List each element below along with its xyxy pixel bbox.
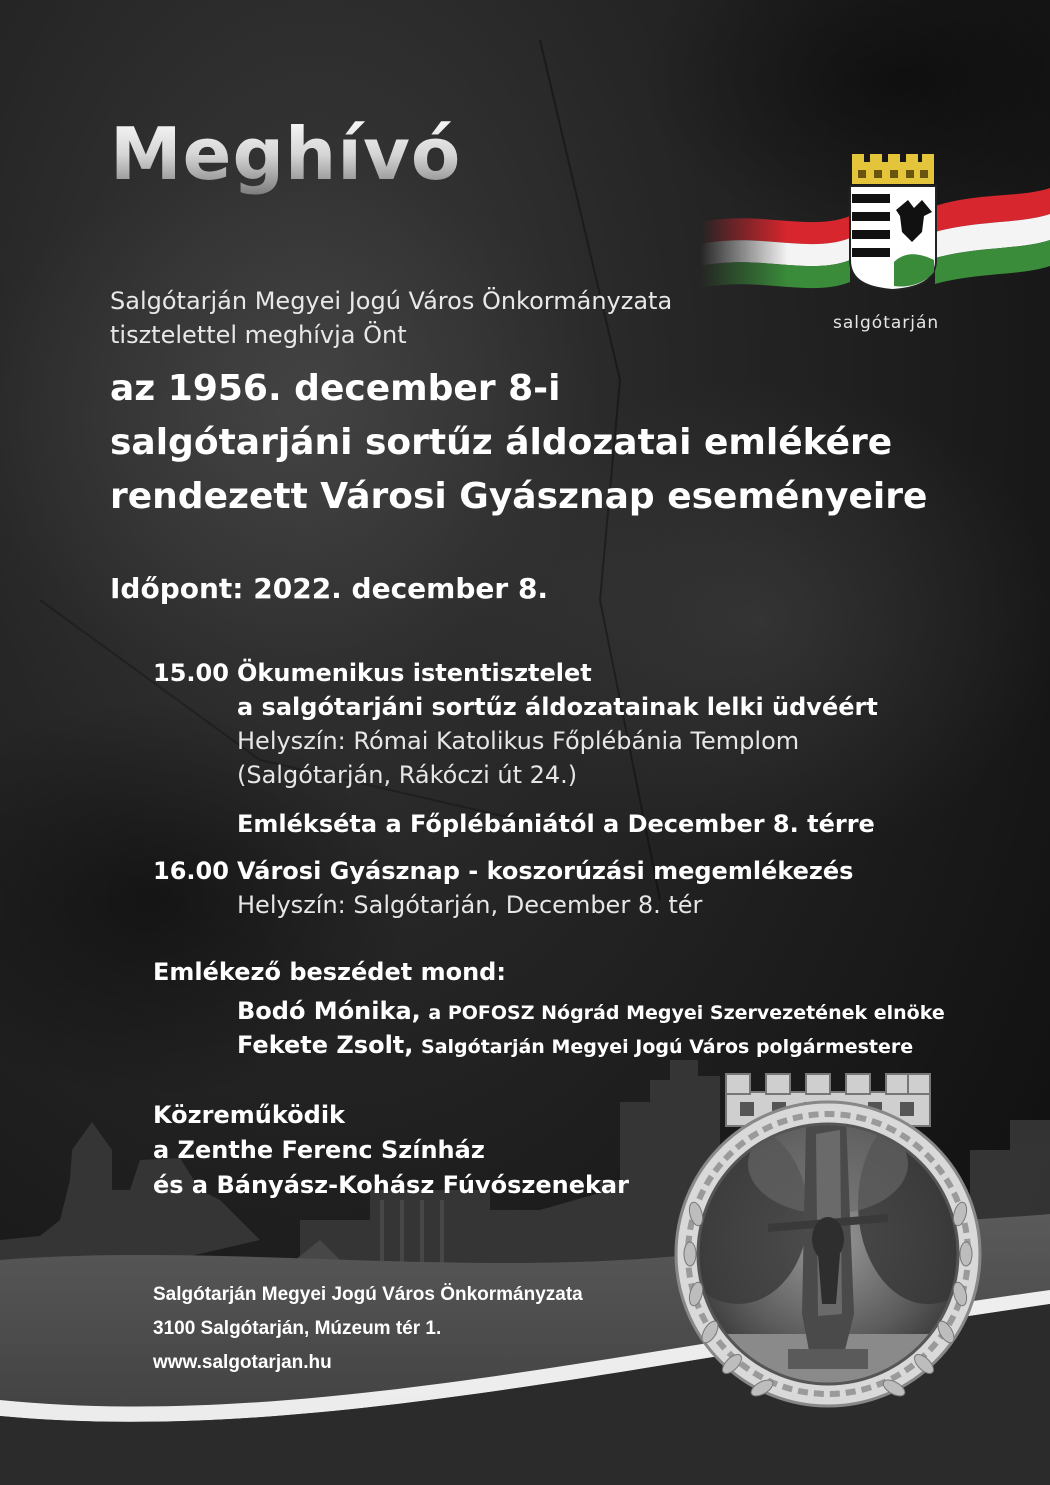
cooperation-line-1: Közreműködik: [153, 1101, 346, 1129]
shield-icon: [850, 186, 936, 290]
city-coat-of-arms-icon: [700, 150, 1050, 300]
program-location-1: Helyszín: Római Katolikus Főplébánia Templom: [237, 727, 800, 755]
memorial-statue-medallion: [668, 1064, 988, 1424]
event-date: Időpont: 2022. december 8.: [110, 572, 549, 605]
cooperation-line-3: és a Bányász-Kohász Fúvószenekar: [153, 1171, 629, 1199]
footer-organization: Salgótarján Megyei Jogú Város Önkormányzata: [153, 1284, 583, 1305]
intro-line-1: Salgótarján Megyei Jogú Város Önkormányzata: [110, 287, 673, 315]
speaker-name-2: Fekete Zsolt,: [237, 1031, 414, 1059]
event-headline: [110, 362, 927, 524]
logo-text: salgótarján: [833, 313, 940, 333]
footer-website: www.salgotarjan.hu: [153, 1352, 332, 1373]
headline-line-1: az 1956. december 8-i: [110, 368, 561, 409]
page-title: Meghívó: [110, 112, 462, 196]
intro-text: [110, 284, 672, 352]
crown-icon: [852, 154, 934, 184]
headline-line-2: salgótarjáni sortűz áldozatai emlékére: [110, 422, 893, 463]
speaker-role-2: Salgótarján Megyei Jogú Város polgármestere: [421, 1036, 914, 1058]
program-time-1: 15.00: [153, 659, 229, 687]
program-location-2: Helyszín: Salgótarján, December 8. tér: [237, 891, 703, 919]
program-subtitle-1: a salgótarjáni sortűz áldozatainak lelki üdvéért: [237, 693, 878, 721]
speakers-heading: Emlékező beszédet mond:: [153, 958, 506, 986]
speaker-1: [237, 994, 945, 1030]
program-walk-text: Emlékséta a Főplébániától a December 8. térre: [237, 810, 875, 838]
program-title-1: Ökumenikus istentisztelet: [237, 659, 592, 687]
program-time-2: 16.00: [153, 857, 229, 885]
cooperation-text: [153, 1098, 629, 1203]
program-title-2: Városi Gyásznap - koszorúzási megemlékezés: [237, 857, 854, 885]
program-address-1: (Salgótarján, Rákóczi út 24.): [237, 761, 578, 789]
speaker-role-1: a POFOSZ Nógrád Megyei Szervezetének elnöke: [428, 1002, 945, 1024]
footer-address: 3100 Salgótarján, Múzeum tér 1.: [153, 1318, 442, 1339]
cooperation-line-2: a Zenthe Ferenc Színház: [153, 1136, 485, 1164]
speaker-name-1: Bodó Mónika,: [237, 997, 421, 1025]
headline-line-3: rendezett Városi Gyásznap eseményeire: [110, 476, 928, 517]
footer-contact: [153, 1278, 583, 1380]
intro-line-2: tisztelettel meghívja Önt: [110, 321, 407, 349]
